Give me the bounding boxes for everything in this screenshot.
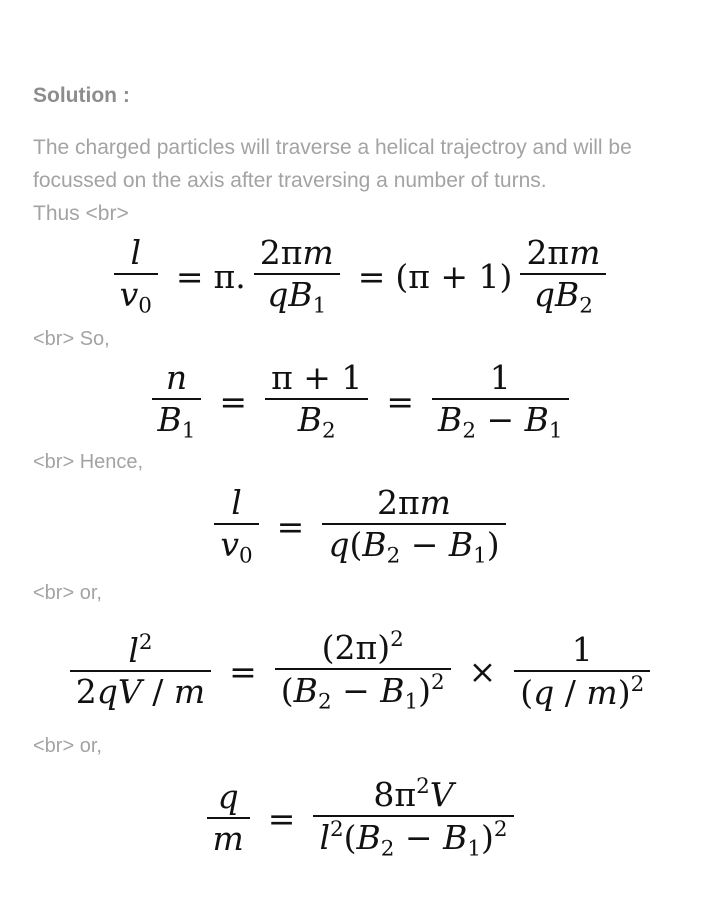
connector-or-2: <br> or, <box>33 735 102 757</box>
connector-thus: Thus <br> <box>33 202 129 225</box>
intro-text: The charged particles will traverse a helical trajectroy and will be focussed on the axis after traversing a number of turns. <box>33 136 632 192</box>
fraction: $\frac{1}{B_2 - B_1}$ <box>432 358 568 444</box>
connector-hence: <br> Hence, <box>33 451 144 473</box>
fraction: $\frac{1}{(q / m)^2}$ <box>514 630 650 712</box>
fraction: $\frac{8\pi^2V}{l^2(B_2 - B_1)^2}$ <box>313 774 513 861</box>
fraction: $\frac{2\pi m}{qB_2}$ <box>520 233 606 319</box>
fraction: $\frac{q}{m}$ <box>207 777 250 858</box>
intro-paragraph <box>33 131 693 230</box>
fraction: $\frac{(2\pi)^2}{(B_2 - B_1)^2}$ <box>275 627 451 714</box>
equation-3: $\frac{l}{v_0}$ = $\frac{2\pi m}{q(B_2 - B_1)}$ <box>0 478 720 574</box>
fraction: $\frac{l}{v_0}$ <box>214 483 258 569</box>
connector-or-1: <br> or, <box>33 582 102 604</box>
fraction: $\frac{2\pi m}{qB_1}$ <box>254 233 340 319</box>
equation-1: $\frac{l}{v_0}$ = π. $\frac{2\pi m}{qB_1}$ = (π + 1) $\frac{2\pi m}{qB_2}$ <box>0 228 720 324</box>
equation-4: $\frac{l^2}{2qV / m}$ = $\frac{(2\pi)^2}{(B_2 - B_1)^2}$ × $\frac{1}{(q / m)^2}$ <box>0 612 720 730</box>
solution-heading: Solution : <box>33 84 130 107</box>
fraction: $\frac{l^2}{2qV / m}$ <box>70 630 211 712</box>
equation-5: $\frac{q}{m}$ = $\frac{8\pi^2V}{l^2(B_2 - B_1)^2}$ <box>0 762 720 874</box>
fraction: $\frac{\pi + 1}{B_2}$ <box>265 358 368 444</box>
fraction: $\frac{l}{v_0}$ <box>114 233 158 319</box>
connector-so: <br> So, <box>33 328 110 350</box>
equation-2: $\frac{n}{B_1}$ = $\frac{\pi + 1}{B_2}$ = $\frac{1}{B_2 - B_1}$ <box>0 354 720 448</box>
fraction: $\frac{2\pi m}{q(B_2 - B_1)}$ <box>322 483 505 569</box>
fraction: $\frac{n}{B_1}$ <box>152 358 202 444</box>
